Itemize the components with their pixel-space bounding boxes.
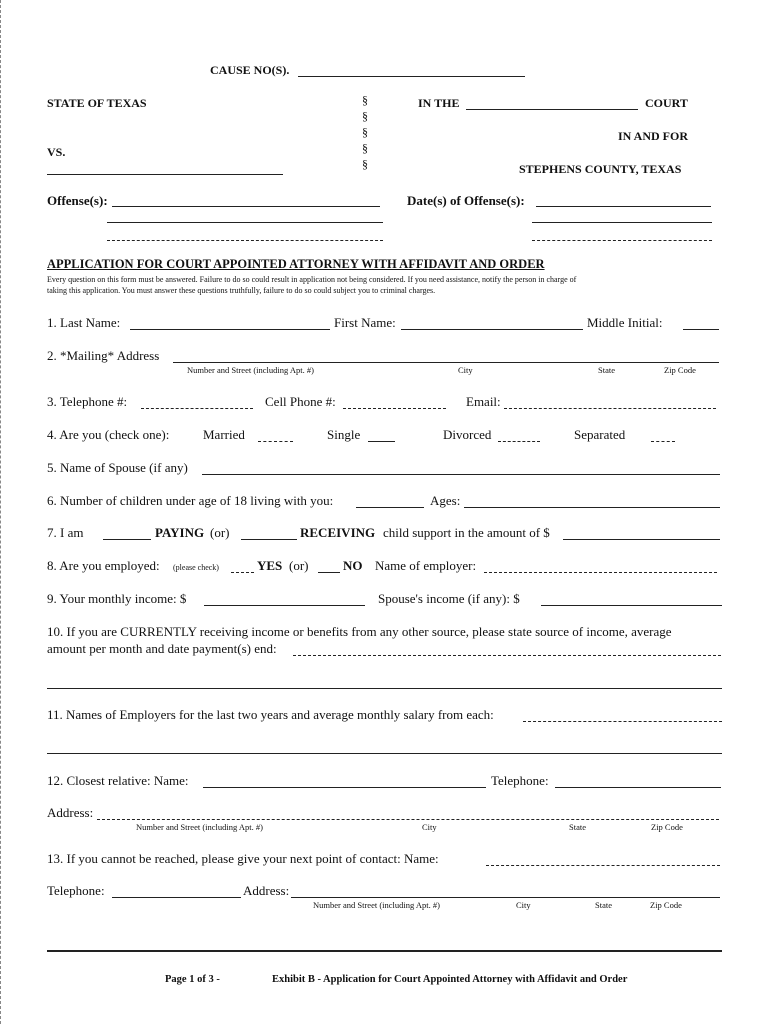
first-name-field[interactable] [401,329,583,330]
spouse-name-field[interactable] [202,474,720,475]
relative-telephone-field[interactable] [555,787,721,788]
employers-history-field-2[interactable] [47,753,722,754]
contact-zip-caption: Zip Code [650,900,682,910]
employer-name-label: Name of employer: [375,558,477,573]
monthly-income-label: 9. Your monthly income: $ [47,591,187,606]
page-number: Page 1 of 3 - [165,974,220,985]
relative-address-label: Address: [47,805,94,820]
cause-no-label: CAUSE NO(S). [210,63,290,77]
telephone-field[interactable] [141,408,253,409]
yes-label: YES [257,558,283,573]
mailing-address-field[interactable] [173,362,719,363]
monthly-income-field[interactable] [204,605,365,606]
yes-or-label: (or) [289,558,309,573]
middle-initial-field[interactable] [683,329,719,330]
married-checkbox[interactable] [258,441,293,442]
address-state-caption: State [598,365,615,375]
footer-divider [47,950,722,952]
court-field[interactable] [466,109,638,110]
other-income-question: 10. If you are CURRENTLY receiving income or benefits from any other source, please state source of income, average [47,624,672,639]
state-of-texas: STATE OF TEXAS [47,96,147,110]
spouse-income-label: Spouse's income (if any): $ [378,591,520,606]
child-support-amount-label: child support in the amount of $ [383,525,550,540]
single-checkbox[interactable] [368,441,395,442]
spouse-name-label: 5. Name of Spouse (if any) [47,460,188,475]
address-city-caption: City [458,365,473,375]
divorced-checkbox[interactable] [498,441,540,442]
page-left-edge [0,0,2,1024]
paying-label: PAYING [155,525,205,540]
relative-address-field[interactable] [97,819,719,820]
mailing-address-label: 2. *Mailing* Address [47,348,160,363]
form-title: APPLICATION FOR COURT APPOINTED ATTORNEY WITH AFFIDAVIT AND ORDER [47,257,545,271]
instructions-line-2: taking this application. You must answer these questions truthfully, failure to do so could subject you to criminal charges. [47,286,436,295]
married-option: Married [203,427,245,442]
employer-name-field[interactable] [484,572,717,573]
relative-state-caption: State [569,822,586,832]
employed-yes-checkbox[interactable] [231,572,254,573]
employers-history-label: 11. Names of Employers for the last two years and average monthly salary from each: [47,707,494,722]
offense-field-3[interactable] [107,240,383,241]
exhibit-label: Exhibit B - Application for Court Appointed Attorney with Affidavit and Order [272,974,628,985]
instructions-line-1: Every question on this form must be answered. Failure to do so could result in application not being considered. If you need assistance, notify the person in charge of [47,275,577,284]
other-income-question-cont: amount per month and date payment(s) end: [47,641,277,656]
county-label: STEPHENS COUNTY, TEXAS [519,162,682,176]
employers-history-field-1[interactable] [523,721,722,722]
separated-checkbox[interactable] [651,441,675,442]
offense-field-2[interactable] [107,222,383,223]
separated-option: Separated [574,427,626,442]
contact-street-caption: Number and Street (including Apt. #) [313,900,441,910]
cell-phone-field[interactable] [343,408,446,409]
relative-telephone-label: Telephone: [491,773,549,788]
email-label: Email: [466,394,501,409]
offense-field-1[interactable] [112,206,380,207]
divorced-option: Divorced [443,427,492,442]
relative-city-caption: City [422,822,437,832]
children-count-field[interactable] [356,507,424,508]
vs-label: VS. [47,145,66,159]
address-street-caption: Number and Street (including Apt. #) [187,365,315,375]
receiving-label: RECEIVING [300,525,376,540]
please-check-note: (please check) [173,563,219,572]
offenses-label: Offense(s): [47,193,108,208]
date-field-2[interactable] [532,222,712,223]
receiving-field[interactable] [241,539,297,540]
marital-status-label: 4. Are you (check one): [47,427,170,442]
dates-label: Date(s) of Offense(s): [407,193,525,208]
date-field-1[interactable] [536,206,711,207]
other-income-field-1[interactable] [293,655,721,656]
defendant-name-field[interactable] [47,174,283,175]
relative-name-label: 12. Closest relative: Name: [47,773,189,788]
court-label: COURT [645,96,688,110]
employed-no-checkbox[interactable] [318,572,340,573]
cell-phone-label: Cell Phone #: [265,394,336,409]
address-zip-caption: Zip Code [664,365,696,375]
middle-initial-label: Middle Initial: [587,315,663,330]
other-income-field-2[interactable] [47,688,722,689]
relative-zip-caption: Zip Code [651,822,683,832]
children-count-label: 6. Number of children under age of 18 living with you: [47,493,334,508]
single-option: Single [327,427,361,442]
no-label: NO [343,558,363,573]
employed-label: 8. Are you employed: [47,558,160,573]
children-ages-field[interactable] [464,507,720,508]
email-field[interactable] [504,408,716,409]
in-and-for-label: IN AND FOR [618,129,689,143]
relative-name-field[interactable] [203,787,486,788]
spouse-income-field[interactable] [541,605,722,606]
contact-name-label: 13. If you cannot be reached, please give your next point of contact: Name: [47,851,439,866]
contact-telephone-field[interactable] [112,897,241,898]
in-the-label: IN THE [418,96,460,110]
cause-no-field[interactable] [298,76,525,77]
section-marks: § § § § § [362,93,368,171]
contact-name-field[interactable] [486,865,720,866]
contact-address-label: Address: [243,883,290,898]
telephone-label: 3. Telephone #: [47,394,128,409]
date-field-3[interactable] [532,240,712,241]
contact-address-field[interactable] [291,897,720,898]
contact-state-caption: State [595,900,612,910]
contact-city-caption: City [516,900,531,910]
child-support-amount-field[interactable] [563,539,720,540]
relative-street-caption: Number and Street (including Apt. #) [136,822,264,832]
last-name-label: 1. Last Name: [47,315,121,330]
child-support-label: 7. I am [47,525,84,540]
children-ages-label: Ages: [430,493,461,508]
last-name-field[interactable] [130,329,330,330]
contact-telephone-label: Telephone: [47,883,105,898]
paying-field[interactable] [103,539,151,540]
or-label: (or) [210,525,230,540]
first-name-label: First Name: [334,315,396,330]
